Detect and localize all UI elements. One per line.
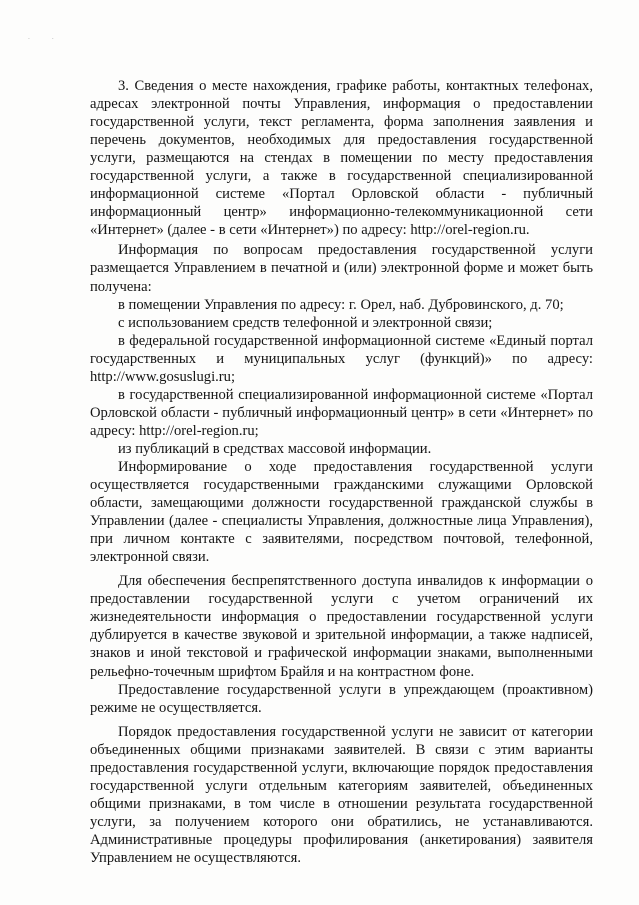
paragraph-orel-portal: в государственной специализированной информационной системе «Портал Орловской области - публичный информационный центр» в сети «Интернет» по адресу: http://orel-region.ru; xyxy=(90,386,593,439)
paragraph-phone-email: с использованием средств телефонной и электронной связи; xyxy=(118,314,493,331)
paragraph-progress-info: Информирование о ходе предоставления государственной услуги осуществляется государственными гражданскими служащими Орловской области, замещающими должности государственной гражданской службы в Управлении (далее - специалисты Управления, должностные лица Управления), при личном контакте с заявителями, посредством почтовой, телефонной, электронной связи. xyxy=(90,458,593,566)
paragraph-accessibility: Для обеспечения беспрепятственного доступа инвалидов к информации о предоставлении государственной услуги с учетом ограничений их жизнедеятельности информация о предоставлении государственной услуги дублируется в качестве звуковой и зрительной информации, а также надписей, знаков и иной текстовой и графической информации знаками, выполненными рельефно-точечным шрифтом Брайля и на контрастном фоне. xyxy=(90,573,593,680)
scan-specks: . . xyxy=(28,34,64,41)
paragraph-gosuslugi: в федеральной государственной информационной системе «Единый портал государственных и муниципальных услуг (функций)» по адресу: http://www.gosuslugi.ru; xyxy=(90,332,593,385)
document-body xyxy=(90,77,593,867)
paragraph-mass-media: из публикаций в средствах массовой информации. xyxy=(118,440,432,457)
paragraph-office-address: в помещении Управления по адресу: г. Орел, наб. Дубровинского, д. 70; xyxy=(118,296,564,313)
paragraph-procedure: Порядок предоставления государственной услуги не зависит от категории объединенных общими признаками заявителей. В связи с этим варианты предоставления государственной услуги, включающие порядок предоставления государственной услуги отдельным категориям заявителей, объединенных общими признаками, в том числе в отношении результата государственной услуги, за получением которого они обратились, не устанавливаются. Административные процедуры профилирования (анкетирования) заявителя Управлением не осуществляются. xyxy=(90,723,593,866)
paragraph-proactive: Предоставление государственной услуги в упреждающем (проактивном) режиме не осуществляется. xyxy=(90,681,593,716)
paragraph-3-contacts: 3. Сведения о месте нахождения, графике работы, контактных телефонах, адресах электронной почты Управления, информация о предоставлении государственной услуги, текст регламента, форма заполнения заявления и перечень документов, необходимых для предоставления государственной услуги, размещаются на стендах в помещении по месту предоставления государственной услуги, а также в государственной специализированной информационной системе «Портал Орловской области - публичный информационный центр» информационно-телекоммуникационной сети «Интернет» (далее - в сети «Интернет») по адресу: http://orel-region.ru. xyxy=(90,78,593,239)
paragraph-info-available: Информация по вопросам предоставления государственной услуги размещается Управлением в печатной и (или) электронной форме и может быть получена: xyxy=(90,242,593,295)
